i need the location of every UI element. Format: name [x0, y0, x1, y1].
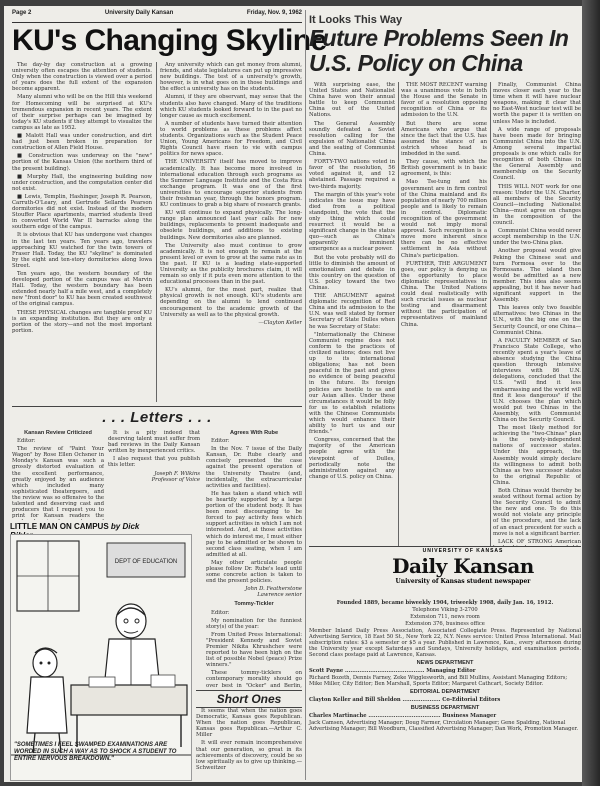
page-fold-shadow [582, 0, 600, 786]
story-paragraph: ■ Lewis, Templin, Hashinger, Joseph R. Pearson, Carruth-O'Leary, and Gertrude Sellards Pearson dormitories did not exist. Instead of the modern Stouffer Place apartments, married students lived in converted World War II barracks along the southern edge of the campus. [12, 193, 152, 231]
letter-signature-title: Professor of Voice [151, 476, 200, 483]
story-paragraph: A FACULTY MEMBER of San Francisco State College, who recently spent a year's leave of absence studying the China question through intensive interviews with 86 U.N. delegations, concluded that the U.S. "will find it less embarrassing and the world will find it less dangerous" if the U.N. chooses the plan which would put two Chinas in the Assembly, with Communist China on the Security Council. [493, 337, 581, 423]
phone-line: Extension 376, business office [405, 621, 485, 627]
story-paragraph: The University also must continue to grow academically. It is not enough to remain at the present level or even to grow at the same rate as in the past. If KU is a leading state-supported University as the publicity brochures claim, it will remain so only if it puts even more attention to the educational processes than in the past. [160, 242, 302, 286]
section-rule [309, 546, 581, 547]
paper-name: University Daily Kansan [104, 10, 174, 16]
staff-box [309, 600, 581, 733]
membership-text: Member Inland Daily Press Association, Associated Collegiate Press. Represented by National Advertising Service, 18 East 50 St., New York 22, N.Y. News service: United Press International. Mail subscription rates: $3 a semester or $5 a year. Published in Lawrence, Kan., every afternoon during the University year except Saturdays and Sundays, University holidays, and examination periods. Second class postage paid at Lawrence, Kansas. [309, 628, 581, 658]
page-number: Page 2 [12, 10, 32, 16]
column-divider [156, 62, 157, 402]
story-paragraph: Communist China would never accept membership in the U.N. under the two-China plan. [493, 228, 581, 247]
letter-body: In the Nov. 7 issue of the Daily Kansan, Dr. Rube clearly and concisely presented the case against the present operation of the University Theatre (and, incidentally, the extracurricular activities and facilities). [206, 446, 302, 489]
flag-name: Daily Kansan [392, 554, 534, 578]
news-staff: Richard Bozeth, Dennis Farney, Zeke Wigglesworth, and Bill Mullins, Assistant Managing Editors; Mike Miller, City Editor; Ben Marshall, Sports Editor; Margaret Cathcart, Society Editor. [309, 675, 568, 687]
story-paragraph: FURTHER, THE ARGUMENT goes, our policy is denying us the opportunity to place diplomatic representatives in China. The United Nations could deal realistically with such crucial issues as nuclear testing and disarmament without the participation of representatives of mainland China. [401, 260, 487, 328]
letter-review-continued [108, 430, 200, 520]
letter-salutation: Editor: [211, 609, 230, 616]
letter-salutation: Editor: [17, 438, 36, 445]
story-paragraph: THE ARGUMENT against diplomatic recognition of Red China and its admission to the U.N. was well stated by former Secretary of State Dulles when he was Secretary of State: [309, 293, 395, 330]
letter-body: He has taken a stand which will be heartily supported by a large portion of the student body. It has been most discouraging to be forced to pay activity fees which support activities in which I am not interested. And, at those activities which do interest me, I must either pay to be admitted or be shown to second class seating, when I am admitted at all. [206, 490, 302, 558]
story-paragraph: A number of students have turned their attention to world problems as these problems affect students. Organizations such as the Student Peace Union, Young Americans for Freedom, and Civil Rights Council have risen to vie with campus politics for news space. [160, 120, 302, 158]
business-department-heading: BUSINESS DEPARTMENT [410, 705, 480, 711]
business-staff: Jack Camsen, Advertising Manager; Doug Farmer, Circulation Manager; Gene Spalding, National Advertising Manager; Bill Woodburn, Classified Advertising Manager; Dan Work, Promotion Manager. [309, 720, 579, 732]
story-paragraph: THIS WILL NOT work for one reason: Under the U.N. Charter, all members of the Security Council—including Nationalist China—must agree on changes in the composition of the council. [493, 183, 581, 227]
editorial-department-heading: EDITORIAL DEPARTMENT [410, 689, 480, 695]
letter-headline: Kansan Review Criticized [24, 430, 92, 436]
story-paragraph: Both Chinas would thereby be seated without formal action by the Security Council to admit the new and one. To do this would not violate any principle of the procedure, and the lack of an exact precedent for such a move is not a significant barrier. [493, 488, 581, 537]
story-paragraph: This leaves only two feasible alternatives: two Chinas in the U.N., with the big one on the Security Council, or one China—Communist China. [493, 305, 581, 336]
cartoon-artist: by Dick [110, 522, 140, 531]
section-rule [12, 406, 302, 407]
page-masthead [12, 10, 302, 23]
phone-line: Extension 711, news room [410, 614, 480, 620]
story-paragraph: The margin of this year's vote indicates the issue may have died from a political standpoint, the vote that the only thing which could resurrect it would be a significant change in the status quo—such as China's apparently imminent emergence as a nuclear power. [309, 191, 395, 253]
newspaper-page [4, 6, 582, 782]
column-divider [490, 82, 491, 546]
story-paragraph: The General Assembly soundly defeated a Soviet resolution calling for the expulsion of Nationalist China and the seating of Communist China. [309, 120, 395, 158]
short-one-item: It seems that when the nation goes Democratic, Kansas goes Republican. When the nation goes Republican, Kansas goes Republican.—Arthur C. Miller [196, 708, 302, 739]
letter-body: It is a pity indeed that deserving talent must suffer from bad reviews in the Daily Kansan written by inexperienced critics. [108, 430, 200, 455]
story-paragraph: LACK OF STRONG American [498, 538, 581, 545]
story-paragraph: With surprising ease, the United States and Nationalist China have won their annual battle to keep Communist China out of the United Nations. [309, 82, 395, 119]
story-paragraph: Congress, concerned that the majority of the American people agree with the viewpoint of Dulles, periodically note the administration against any change of U.S. policy on China. [309, 437, 395, 480]
story-paragraph: ■ Murphy Hall, the engineering building now under construction, and the computation center did not exist. [12, 173, 152, 192]
editorial-editors: Clayton Keller and Bill Sheldon ..................... Co-Editorial Editors [309, 697, 501, 703]
letters-title: . . . Letters . . . [102, 409, 212, 426]
story-paragraph: KU's alumni, for the most part, realize that physical growth is not enough. KU's students are depending on the alumni to lend continued encouragement to the academic growth of the University as well as to the physical growth. [160, 287, 302, 318]
board-sign-text: DEPT OF EDUCATION [114, 559, 178, 565]
news-department-heading: NEWS DEPARTMENT [416, 660, 474, 666]
short-one-item: It will ever remain incomprehensive that our generation, so great in its achievements of discovery, could be so low spiritually as to give up thinking.—Schweitzer [196, 740, 302, 771]
story-paragraph: It is obvious that KU has undergone vast changes in the last ten years. Ten years ago, travelers approaching KU watched for the twin towers of Fraser Hall. Today, the KU "skyline" is dominated by the eight and ten-story dormitories along Iowa Street. [12, 232, 152, 269]
story-paragraph: ■ Malott Hall was under construction, and dirt had just been broken in preparation for construction of Allen Field House. [12, 133, 152, 152]
story-paragraph: Any university which can get money from alumni, friends, and state legislatures can put up impressive new buildings. The test of a university's growth, however, is in what goes on in those buildings and the effect a university has on the students. [160, 62, 302, 93]
story-paragraph: KU will continue to expand physically. The long-range plan announced last year calls for new buildings, replacements to present inadequate and obsolete buildings, and additions to existing buildings. New dormitories also are planned. [160, 210, 302, 241]
story-paragraph: A wide range of proposals have been made for bringing Communist China into the U.N. Among several impartial proposals is one which calls for recognition of both Chinas in the General Assembly and membership on the Security Council. [493, 126, 581, 182]
letter-body: My nomination for the funniest story(s) of the year: [206, 617, 302, 630]
business-manager: Charles Martinache ........................................ Business Manager [309, 713, 497, 719]
story-paragraph: FORTY-TWO nations voted in favor of the resolution, 56 voted against it, and 12 abstained. Passage required a two-thirds majority. [309, 159, 395, 190]
china-story-col-3 [493, 82, 581, 546]
letter-headline: Tommy-Tickler [234, 601, 274, 608]
story-paragraph: THE UNIVERSITY itself has moved to improve academically. It has become more involved in international education through such programs as the Summer Language Institute and the Costa Rica exchange program. It was one of the first universities to encourage superior students from their freshman year, through the honors program. KU continues to grab a big share of research grants. [160, 159, 302, 209]
letter-body: The review of "Paint Your Wagon" by Rose Ellen Ochsner in Monday's Kansan was such a grossly distorted evaluation of the excellent performance, greatly enjoyed by an audience which included many sophisticated theatergoers, and the review was so offensive to the talented and deserving cast and producers that I request you to print for Kansan readers the [12, 446, 104, 520]
story-paragraph: Ten years ago, the western boundary of the developed portion of the campus was at Marvin Hall. Today, the western boundary has been extended nearly half a mile west, and a completely new "front door" to KU has been created southwest of the original campus. [12, 271, 152, 308]
letter-signature: Joseph F. Wilkins [154, 470, 200, 477]
letter-body: May other articulate people please follow Dr. Rube's lead until some concrete action is taken to end the present policies. [206, 559, 302, 585]
story-byline: —Clayton Keller [258, 319, 302, 326]
letter-body: I also request that you publish this letter. [108, 456, 200, 469]
letter-headline: Agrees With Rube [229, 430, 279, 436]
letter-agrees-with-rube [206, 430, 302, 688]
short-ones-body [196, 708, 302, 780]
letter-body: These tommy-ticklers on contemporary morality should go over best in "Ocker" and Berlin, [206, 670, 302, 688]
story-paragraph: Another proposal would give Peking the Chinese seat and turn Formosa over to the Formosans. The island then would be admitted as a new member. This idea also seems appealing, but it has never had significant support in the Assembly. [493, 248, 581, 304]
newspaper-flag [392, 548, 534, 585]
story-paragraph: Mao Tse-tung and his government are in firm control of the China mainland and its population of nearly 700 million people and is likely to remain in control. Diplomatic recognition of the government would not imply moral approval. Such recognition is a move more inherent since there can be no effective settlement in Asia without China's participation. [401, 179, 487, 259]
news-editor: Scott Payne ............................................ Managing Editor [309, 668, 476, 674]
issue-date: Friday, Nov. 9, 1962 [246, 10, 302, 16]
china-story-col-2 [401, 82, 487, 546]
skyline-story-col-1 [12, 62, 152, 402]
skyline-story-col-2 [160, 62, 302, 402]
column-divider [398, 82, 399, 546]
cartoon-series-title: LITTLE MAN ON CAMPUS [10, 522, 109, 531]
letter-body: From United Press International: "President Kennedy and Soviet Premier Nikita Khrushchev were reported to have been high on the list of possible Nobel (peace) Prize winners." [206, 631, 302, 669]
story-paragraph: The most likely method for achieving the "two-Chinas" plan is the newly-independent nations of successor states. Under this approach, the Assembly would simply declare its willingness to admit both Chinas as two successor states to the original Republic of China. [493, 425, 581, 486]
story-paragraph: They cause, with which the British government is in basic agreement, is this: [401, 159, 487, 178]
cartoon-caption: "SOMETIMES I FEEL SWAMPED EXAMINATIONS ARE WORDED IN SUCH A WAY AS TO SHOCK A STUDENT TO ENTIRE NERVOUS BREAKDOWN." [14, 742, 177, 762]
china-headline: Future Problems Seen In U.S. Policy on China [309, 25, 569, 76]
column-kicker: It Looks This Way [309, 14, 403, 26]
letter-signature-title: Lawrence senior [257, 592, 302, 599]
letter-signature: John D. Featherstone [245, 586, 302, 593]
phone-line: Telephone Viking 3-2700 [412, 607, 478, 613]
page-gutter [305, 10, 306, 780]
flag-tagline: University of Kansas student newspaper [395, 578, 531, 585]
story-paragraph: Many alumni who will be on the Hill this weekend for Homecoming will be surprised at KU's tremendous expansion in recent years. The extent of their surprise perhaps can be imagined by today's KU students if they attempt to visualize the campus as late as 1952. [12, 94, 152, 131]
story-paragraph: THESE PHYSICAL changes are tangible proof KU is an expanding institution. But they are only a portion of the story—and not the most important portion. [12, 309, 152, 334]
story-paragraph: Alumni, if they are observant, may sense that the students also have changed. Many of the traditions which KU students looked forward to in the past no longer cause as much excitement. [160, 94, 302, 119]
skyline-headline: KU's Changing Skyline [12, 24, 327, 57]
story-paragraph: "Internationally the Chinese Communist regime does not conform to the practices of civilized nations; does not live up to its international obligations; has not been peaceful in the past and gives no evidence of being peaceful in the future. Its foreign policies are hostile to us and our Asian allies. Under these circumstances it would be folly for us to establish relations with the Chinese Communists which would enhance their ability to hurt us and our friends." [309, 331, 395, 436]
china-story-col-1 [309, 82, 395, 546]
story-paragraph: Finally, Communist China moves closer each year to the time when it will have nuclear weapons, making it clear that no East-West nuclear test will be worth the paper it is written on unless Mao is included. [493, 82, 581, 125]
story-paragraph: ■ Construction was underway on the "new" portion of the Kansas Union (the northern third of the present building). [12, 153, 152, 172]
story-paragraph: The day-by day construction at a growing university often escapes the attention of students. Only when the construction is viewed over a period of years does the full extent of the expansion become apparent. [12, 62, 152, 93]
story-paragraph: But there are some Americans who argue that since the fact that the U.S. has assumed the stance of an ostrich whose head is imbedded in the sand. [401, 120, 487, 158]
story-paragraph: THE MOST RECENT warning was a unanimous vote in both the House and the Senate in favor of a resolution opposing recognition of China or its admission to the U.N. [401, 82, 487, 119]
letter-salutation: Editor: [211, 438, 230, 445]
letter-review-criticized [12, 430, 104, 520]
story-paragraph: But the vote probably will do little to diminish the amount of emotionalism and debate in this country on the question of U.S. policy toward the two Chinas. [309, 254, 395, 291]
founded-line: Founded 1889, became biweekly 1904, triweekly 1908, daily Jan. 16, 1912. [336, 600, 554, 606]
flag-university: UNIVERSITY OF KANSAS [422, 548, 504, 554]
short-ones-title: Short Ones [196, 690, 302, 708]
